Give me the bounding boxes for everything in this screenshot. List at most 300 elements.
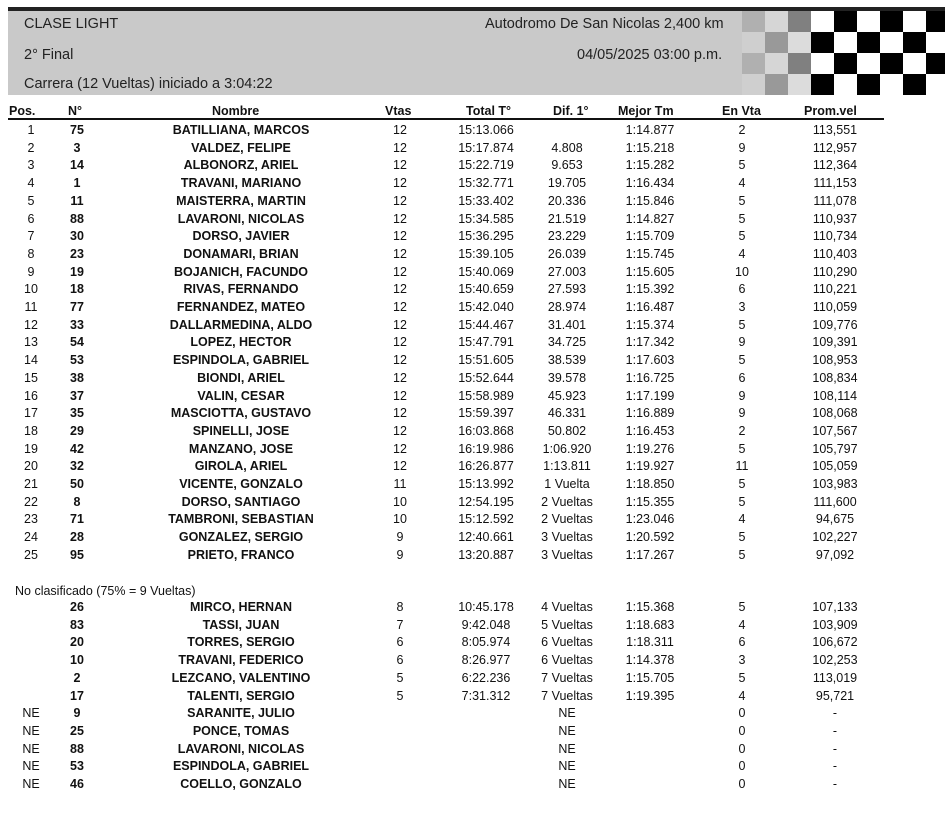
total-time-cell: 15:13.992	[458, 477, 514, 491]
name-cell: SPINELLI, JOSE	[192, 423, 290, 438]
on-lap-cell: 9	[738, 140, 746, 155]
number-cell: 9	[73, 706, 81, 721]
number-cell: 83	[70, 617, 84, 632]
total-time-cell: 15:58.989	[458, 388, 514, 403]
laps-cell: 12	[393, 193, 407, 208]
on-lap-cell: 3	[738, 653, 746, 668]
average-speed-cell: 113,019	[812, 670, 858, 685]
number-cell: 95	[70, 547, 84, 562]
best-lap-cell: 1:18.683	[625, 617, 675, 632]
name-cell: VALIN, CESAR	[197, 388, 285, 403]
col-best: Mejor Tm	[618, 104, 674, 118]
best-lap-cell: 1:15.355	[625, 494, 675, 509]
race-datetime: 04/05/2025 03:00 p.m.	[577, 47, 723, 63]
total-time-cell: 15:33.402	[458, 193, 514, 208]
table-row	[0, 617, 945, 634]
total-time-cell: 8:05.974	[461, 635, 511, 650]
total-time-cell: 15:39.105	[458, 246, 514, 261]
best-lap-cell: 1:15.846	[625, 193, 675, 208]
laps-cell: 12	[393, 176, 407, 191]
difference-cell: NE	[558, 759, 576, 774]
table-row	[0, 281, 945, 298]
difference-cell: 19.705	[547, 176, 587, 191]
average-speed-cell: 111,153	[813, 176, 857, 191]
laps-cell: 12	[393, 423, 407, 438]
pos-cell: 25	[24, 547, 38, 562]
average-speed-cell: 110,734	[812, 229, 858, 244]
difference-cell: 46.331	[547, 406, 587, 421]
total-time-cell: 13:20.887	[458, 547, 514, 562]
laps-cell: 12	[393, 140, 407, 155]
best-lap-cell: 1:20.592	[625, 530, 675, 545]
number-cell: 1	[73, 176, 81, 191]
number-cell: 54	[70, 335, 84, 350]
difference-cell: 26.039	[547, 246, 587, 261]
table-row	[0, 741, 945, 758]
laps-cell: 12	[393, 211, 407, 226]
laps-cell: 12	[393, 441, 407, 456]
total-time-cell: 15:36.295	[458, 229, 514, 244]
name-cell: BOJANICH, FACUNDO	[173, 264, 309, 279]
table-row	[0, 705, 945, 722]
pos-cell: 18	[24, 423, 38, 438]
col-on-lap: En Vta	[722, 104, 761, 118]
average-speed-cell: 102,227	[812, 530, 858, 545]
pos-cell: 11	[24, 300, 38, 314]
name-cell: RIVAS, FERNANDO	[183, 282, 299, 297]
laps-cell: 6	[396, 653, 404, 668]
average-speed-cell: 108,953	[812, 353, 858, 368]
laps-cell: 12	[393, 353, 407, 368]
average-speed-cell: 95,721	[815, 688, 855, 703]
laps-cell: 12	[393, 370, 407, 385]
laps-cell: 12	[393, 264, 407, 279]
difference-cell: 9.653	[551, 158, 583, 173]
total-time-cell: 15:40.069	[458, 264, 514, 279]
pos-cell: 17	[24, 406, 38, 421]
number-cell: 20	[70, 635, 84, 650]
name-cell: DORSO, SANTIAGO	[181, 494, 301, 509]
number-cell: 35	[70, 406, 84, 421]
laps-cell: 12	[393, 317, 407, 332]
difference-cell: 21.519	[547, 211, 587, 226]
total-time-cell: 16:03.868	[458, 423, 514, 438]
total-time-cell: 8:26.977	[461, 653, 511, 668]
average-speed-cell: 109,776	[812, 317, 858, 332]
table-row	[0, 228, 945, 245]
total-time-cell: 15:40.659	[458, 282, 514, 297]
total-time-cell: 15:44.467	[458, 317, 514, 332]
total-time-cell: 15:32.771	[458, 176, 514, 191]
average-speed-cell: 112,957	[812, 140, 858, 155]
average-speed-cell: 110,937	[812, 211, 858, 226]
laps-cell: 10	[393, 512, 407, 527]
number-cell: 18	[70, 282, 84, 297]
best-lap-cell: 1:16.725	[625, 370, 675, 385]
col-name: Nombre	[212, 104, 260, 118]
best-lap-cell: 1:15.374	[625, 317, 675, 332]
average-speed-cell: 108,114	[812, 388, 858, 403]
table-row	[0, 334, 945, 351]
pos-cell: 12	[24, 317, 38, 332]
difference-cell: 39.578	[547, 370, 587, 385]
laps-cell: 12	[393, 229, 407, 244]
total-time-cell: 15:52.644	[458, 370, 514, 385]
laps-cell: 12	[393, 300, 407, 314]
difference-cell: 1:06.920	[542, 441, 592, 456]
best-lap-cell: 1:16.487	[625, 300, 675, 314]
number-cell: 38	[70, 370, 84, 385]
name-cell: TASSI, JUAN	[202, 617, 280, 632]
pos-cell: 21	[24, 477, 38, 491]
laps-cell: 12	[393, 406, 407, 421]
race-info: Carrera (12 Vueltas) iniciado a 3:04:22	[24, 76, 273, 92]
average-speed-cell: 110,403	[812, 246, 858, 261]
col-total: Total T°	[466, 104, 512, 118]
col-laps: Vtas	[385, 104, 412, 118]
pos-cell: 5	[27, 193, 35, 208]
difference-cell: 38.539	[547, 353, 587, 368]
name-cell: DORSO, JAVIER	[192, 229, 290, 244]
on-lap-cell: 5	[738, 158, 746, 173]
number-cell: 88	[70, 741, 84, 756]
table-row	[0, 122, 945, 139]
difference-cell: 31.401	[547, 317, 587, 332]
number-cell: 3	[73, 140, 81, 155]
on-lap-cell: 0	[738, 706, 746, 721]
name-cell: DONAMARI, BRIAN	[183, 246, 299, 261]
on-lap-cell: 5	[738, 530, 746, 545]
name-cell: SARANITE, JULIO	[187, 706, 295, 721]
table-row	[0, 652, 945, 669]
best-lap-cell: 1:14.827	[625, 211, 675, 226]
pos-cell: NE	[22, 706, 40, 721]
table-row	[0, 175, 945, 192]
number-cell: 88	[70, 211, 84, 226]
average-speed-cell: 112,364	[812, 158, 858, 173]
name-cell: BATILLIANA, MARCOS	[172, 123, 310, 137]
table-row	[0, 511, 945, 528]
laps-cell: 12	[393, 459, 407, 474]
pos-cell: 10	[24, 282, 38, 297]
difference-cell: 7 Vueltas	[541, 688, 593, 703]
pos-cell: 23	[24, 512, 38, 527]
pos-cell: 6	[27, 211, 35, 226]
best-lap-cell: 1:19.395	[625, 688, 675, 703]
name-cell: FERNANDEZ, MATEO	[176, 300, 306, 314]
number-cell: 28	[70, 530, 84, 545]
best-lap-cell: 1:17.199	[625, 388, 675, 403]
on-lap-cell: 5	[738, 193, 746, 208]
pos-cell: 24	[24, 530, 38, 545]
session-title: 2° Final	[24, 47, 74, 63]
difference-cell: 27.593	[547, 282, 587, 297]
best-lap-cell: 1:18.850	[625, 477, 675, 491]
table-row	[0, 264, 945, 281]
difference-cell: 20.336	[547, 193, 587, 208]
name-cell: VALDEZ, FELIPE	[191, 140, 291, 155]
number-cell: 17	[70, 688, 84, 703]
category-title: CLASE LIGHT	[24, 16, 119, 32]
best-lap-cell: 1:15.705	[625, 670, 675, 685]
name-cell: BIONDI, ARIEL	[197, 370, 285, 385]
pos-cell: 8	[27, 246, 35, 261]
table-row	[0, 352, 945, 369]
best-lap-cell: 1:19.927	[625, 459, 675, 474]
laps-cell: 7	[396, 617, 404, 632]
average-speed-cell: -	[832, 723, 838, 738]
on-lap-cell: 9	[738, 388, 746, 403]
average-speed-cell: -	[832, 759, 838, 774]
checkered-flag-icon	[742, 11, 945, 95]
number-cell: 19	[70, 264, 84, 279]
average-speed-cell: 102,253	[812, 653, 858, 668]
average-speed-cell: 103,909	[812, 617, 858, 632]
best-lap-cell: 1:15.605	[625, 264, 675, 279]
difference-cell: NE	[558, 723, 576, 738]
table-row	[0, 441, 945, 458]
difference-cell: 4 Vueltas	[541, 600, 593, 614]
best-lap-cell: 1:17.267	[625, 547, 675, 562]
total-time-cell: 15:12.592	[458, 512, 514, 527]
difference-cell: 3 Vueltas	[541, 547, 593, 562]
name-cell: ESPINDOLA, GABRIEL	[172, 759, 310, 774]
on-lap-cell: 4	[738, 617, 746, 632]
laps-cell: 12	[393, 246, 407, 261]
best-lap-cell: 1:15.745	[625, 246, 675, 261]
total-time-cell: 15:47.791	[458, 335, 514, 350]
average-speed-cell: 103,983	[812, 477, 858, 491]
on-lap-cell: 5	[738, 477, 746, 491]
difference-cell: 28.974	[547, 300, 587, 314]
difference-cell: 7 Vueltas	[541, 670, 593, 685]
number-cell: 10	[70, 653, 84, 668]
name-cell: ESPINDOLA, GABRIEL	[172, 353, 310, 368]
total-time-cell: 15:51.605	[458, 353, 514, 368]
difference-cell: 1 Vuelta	[544, 477, 590, 491]
laps-cell: 12	[393, 335, 407, 350]
number-cell: 53	[70, 759, 84, 774]
number-cell: 75	[70, 123, 84, 137]
difference-cell: NE	[558, 777, 576, 791]
name-cell: PONCE, TOMAS	[192, 723, 290, 738]
number-cell: 14	[70, 158, 84, 173]
name-cell: MASCIOTTA, GUSTAVO	[170, 406, 312, 421]
difference-cell: 1:13.811	[543, 459, 591, 474]
number-cell: 53	[70, 353, 84, 368]
table-row	[0, 758, 945, 775]
best-lap-cell: 1:15.392	[625, 282, 675, 297]
difference-cell: 6 Vueltas	[541, 653, 593, 668]
average-speed-cell: 108,834	[812, 370, 858, 385]
table-row	[0, 670, 945, 687]
table-row	[0, 723, 945, 740]
average-speed-cell: 110,290	[812, 264, 858, 279]
name-cell: PRIETO, FRANCO	[187, 547, 295, 562]
average-speed-cell: 113,551	[812, 123, 858, 137]
table-row	[0, 140, 945, 157]
on-lap-cell: 0	[738, 723, 746, 738]
pos-cell: 16	[24, 388, 38, 403]
best-lap-cell: 1:14.877	[625, 123, 675, 137]
total-time-cell: 15:34.585	[458, 211, 514, 226]
on-lap-cell: 4	[738, 512, 746, 527]
pos-cell: 19	[24, 441, 38, 456]
average-speed-cell: 108,068	[812, 406, 858, 421]
on-lap-cell: 6	[738, 370, 746, 385]
total-time-cell: 10:45.178	[458, 600, 514, 614]
name-cell: GONZALEZ, SERGIO	[178, 530, 304, 545]
number-cell: 33	[70, 317, 84, 332]
number-cell: 30	[70, 229, 84, 244]
best-lap-cell: 1:19.276	[625, 441, 675, 456]
name-cell: VICENTE, GONZALO	[179, 477, 303, 491]
number-cell: 77	[70, 300, 84, 314]
results-header	[8, 7, 945, 95]
total-time-cell: 15:59.397	[458, 406, 514, 421]
table-row	[0, 246, 945, 263]
table-row	[0, 688, 945, 705]
total-time-cell: 12:54.195	[458, 494, 514, 509]
on-lap-cell: 9	[738, 406, 746, 421]
on-lap-cell: 2	[738, 423, 746, 438]
difference-cell: 50.802	[547, 423, 587, 438]
name-cell: LOPEZ, HECTOR	[190, 335, 292, 350]
average-speed-cell: 111,078	[813, 193, 857, 208]
name-cell: LAVARONI, NICOLAS	[177, 211, 305, 226]
laps-cell: 6	[396, 635, 404, 650]
table-row	[0, 388, 945, 405]
on-lap-cell: 5	[738, 317, 746, 332]
col-pos: Pos.	[9, 104, 36, 118]
table-row	[0, 299, 945, 316]
on-lap-cell: 5	[738, 670, 746, 685]
on-lap-cell: 6	[738, 635, 746, 650]
average-speed-cell: -	[832, 777, 838, 791]
on-lap-cell: 5	[738, 494, 746, 509]
best-lap-cell: 1:17.603	[625, 353, 675, 368]
table-row	[0, 317, 945, 334]
name-cell: MAISTERRA, MARTIN	[176, 193, 306, 208]
pos-cell: 15	[24, 370, 38, 385]
number-cell: 50	[70, 477, 84, 491]
number-cell: 23	[70, 246, 84, 261]
name-cell: DALLARMEDINA, ALDO	[169, 317, 313, 332]
name-cell: TALENTI, SERGIO	[187, 688, 295, 703]
average-speed-cell: -	[832, 741, 838, 756]
average-speed-cell: 97,092	[815, 547, 855, 562]
table-row	[0, 476, 945, 493]
name-cell: MIRCO, HERNAN	[189, 600, 293, 614]
number-cell: 42	[70, 441, 84, 456]
col-diff: Dif. 1°	[553, 104, 589, 118]
table-row	[0, 494, 945, 511]
number-cell: 32	[70, 459, 84, 474]
total-time-cell: 15:22.719	[458, 158, 514, 173]
number-cell: 8	[73, 494, 81, 509]
pos-cell: 20	[24, 459, 38, 474]
difference-cell: NE	[558, 741, 576, 756]
average-speed-cell: 106,672	[812, 635, 858, 650]
laps-cell: 9	[396, 547, 404, 562]
pos-cell: 4	[27, 176, 35, 191]
laps-cell: 12	[393, 158, 407, 173]
on-lap-cell: 10	[735, 264, 749, 279]
total-time-cell: 15:42.040	[458, 300, 514, 314]
on-lap-cell: 9	[738, 335, 746, 350]
number-cell: 29	[70, 423, 84, 438]
name-cell: TRAVANI, FEDERICO	[178, 653, 304, 668]
name-cell: ALBONORZ, ARIEL	[183, 158, 299, 173]
best-lap-cell: 1:15.218	[625, 140, 675, 155]
pos-cell: 14	[24, 353, 38, 368]
average-speed-cell: 111,600	[813, 494, 857, 509]
difference-cell: 2 Vueltas	[541, 494, 593, 509]
on-lap-cell: 4	[738, 688, 746, 703]
pos-cell: 9	[27, 264, 35, 279]
total-time-cell: 15:13.066	[458, 123, 514, 137]
header-divider	[8, 118, 884, 120]
name-cell: LAVARONI, NICOLAS	[177, 741, 305, 756]
difference-cell: 34.725	[547, 335, 587, 350]
pos-cell: NE	[22, 723, 40, 738]
number-cell: 25	[70, 723, 84, 738]
best-lap-cell: 1:23.046	[625, 512, 675, 527]
table-row	[0, 634, 945, 651]
difference-cell: 5 Vueltas	[541, 617, 593, 632]
on-lap-cell: 2	[738, 123, 746, 137]
laps-cell: 12	[393, 282, 407, 297]
name-cell: LEZCANO, VALENTINO	[171, 670, 311, 685]
pos-cell: 22	[24, 494, 38, 509]
on-lap-cell: 5	[738, 441, 746, 456]
difference-cell: NE	[558, 706, 576, 721]
on-lap-cell: 5	[738, 600, 746, 614]
best-lap-cell: 1:16.453	[625, 423, 675, 438]
difference-cell: 4.808	[551, 140, 583, 155]
table-row	[0, 776, 945, 793]
on-lap-cell: 3	[738, 300, 746, 314]
table-row	[0, 405, 945, 422]
on-lap-cell: 11	[735, 459, 749, 474]
pos-cell: 2	[27, 140, 35, 155]
average-speed-cell: 105,059	[812, 459, 858, 474]
difference-cell: 6 Vueltas	[541, 635, 593, 650]
total-time-cell: 16:19.986	[458, 441, 514, 456]
table-row	[0, 211, 945, 228]
name-cell: TRAVANI, MARIANO	[180, 176, 302, 191]
laps-cell: 12	[393, 123, 407, 137]
laps-cell: 8	[396, 600, 404, 614]
table-row	[0, 599, 945, 616]
pos-cell: NE	[22, 777, 40, 791]
best-lap-cell: 1:15.282	[625, 158, 675, 173]
best-lap-cell: 1:15.709	[625, 229, 675, 244]
average-speed-cell: 107,133	[812, 600, 858, 614]
total-time-cell: 15:17.874	[458, 140, 514, 155]
laps-cell: 11	[393, 477, 407, 491]
name-cell: TORRES, SERGIO	[187, 635, 295, 650]
on-lap-cell: 4	[738, 176, 746, 191]
pos-cell: 1	[27, 123, 35, 137]
number-cell: 2	[73, 670, 81, 685]
average-speed-cell: 110,221	[812, 282, 858, 297]
laps-cell: 10	[393, 494, 407, 509]
best-lap-cell: 1:14.378	[625, 653, 675, 668]
difference-cell: 45.923	[547, 388, 587, 403]
difference-cell: 2 Vueltas	[541, 512, 593, 527]
number-cell: 37	[70, 388, 84, 403]
